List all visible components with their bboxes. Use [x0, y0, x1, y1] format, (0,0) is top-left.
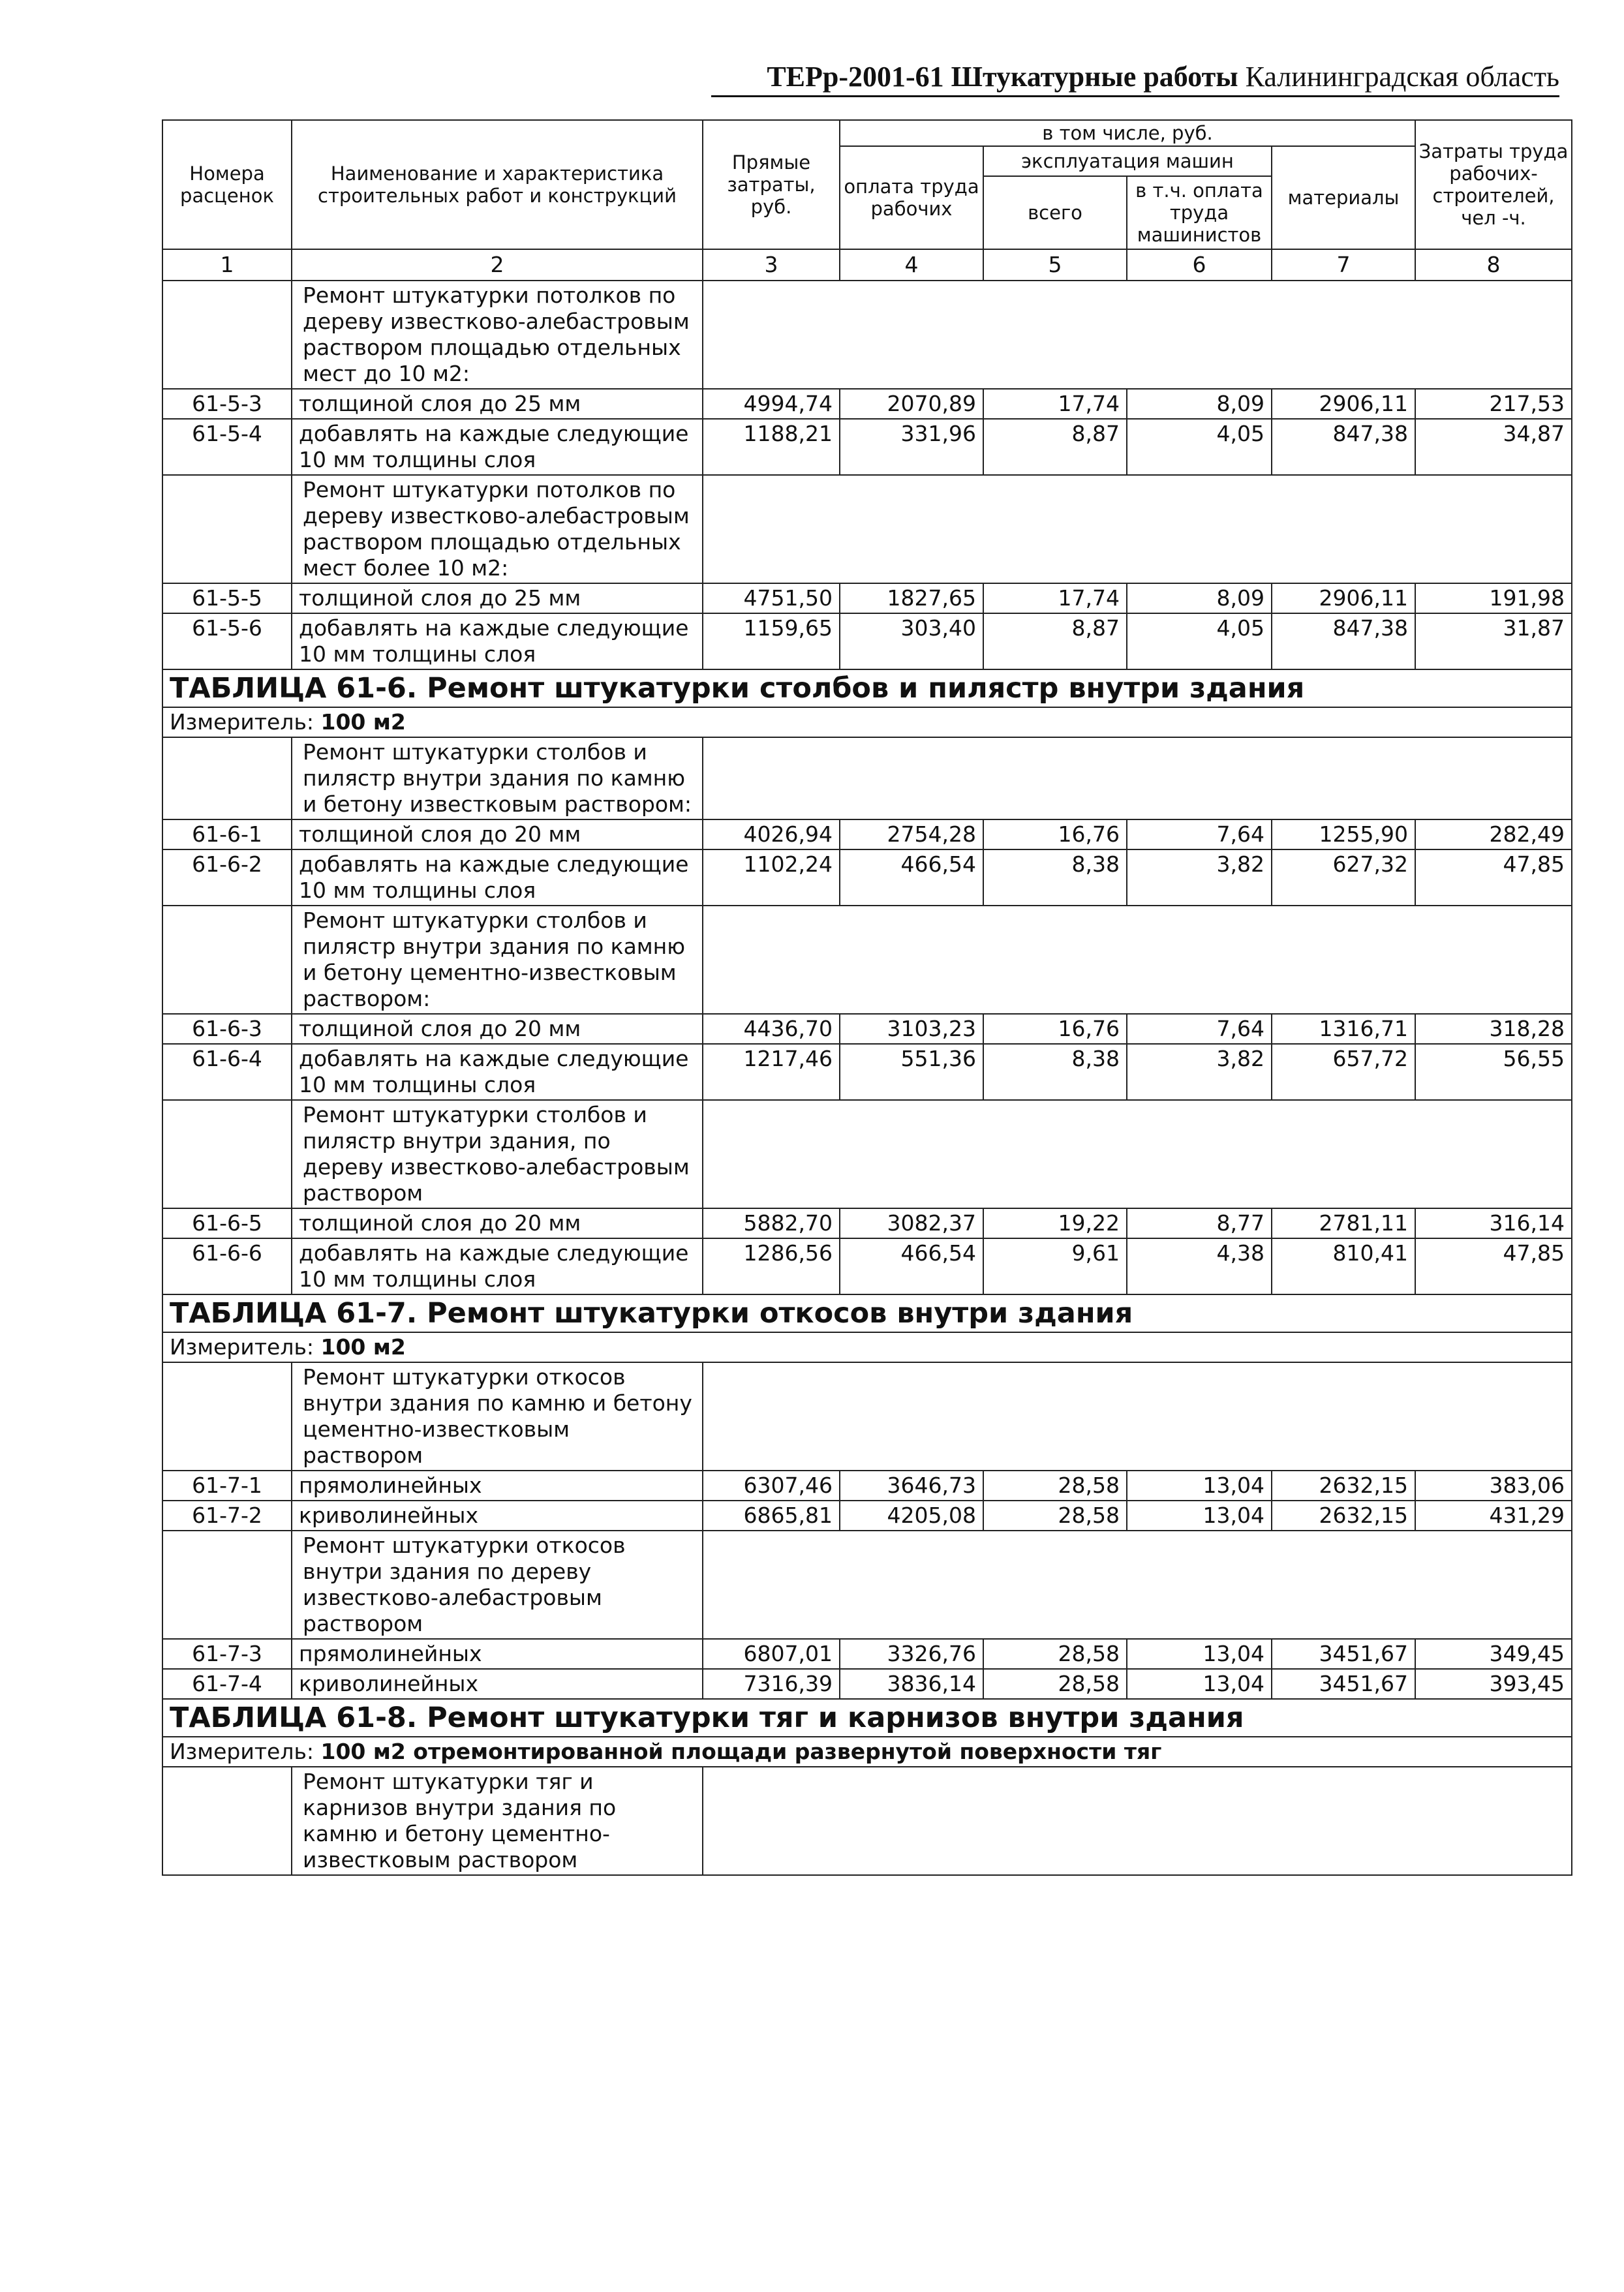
value-materials: 2632,15: [1272, 1471, 1415, 1501]
header-including: в том числе, руб.: [840, 120, 1415, 146]
empty-cell: [162, 281, 292, 389]
work-name: прямолинейных: [292, 1639, 703, 1669]
header-machinists-pay: в т.ч. оплата труда машинистов: [1127, 176, 1272, 249]
col-number: 4: [840, 249, 983, 281]
value-materials: 1255,90: [1272, 819, 1415, 849]
value-workers: 551,36: [840, 1044, 983, 1100]
col-number: 6: [1127, 249, 1272, 281]
header-labor-title: Затраты труда рабочих-строителей,: [1418, 140, 1569, 207]
meter-row: [162, 1737, 1572, 1767]
value-machinists: 13,04: [1127, 1501, 1272, 1531]
value-direct: 6807,01: [703, 1639, 840, 1669]
column-numbers-row: [162, 249, 1572, 281]
value-labor: 56,55: [1415, 1044, 1572, 1100]
table-row: [162, 1669, 1572, 1699]
header-codes: Номера расценок: [162, 120, 292, 249]
value-materials: 657,72: [1272, 1044, 1415, 1100]
group-description: Ремонт штукатурки откосов внутри здания по дереву известково-алебастровым раствором: [292, 1531, 703, 1639]
value-machines: 16,76: [983, 819, 1127, 849]
work-name: толщиной слоя до 20 мм: [292, 819, 703, 849]
work-name: добавлять на каждые следующие 10 мм толщины слоя: [292, 419, 703, 475]
empty-cell: [703, 1767, 1572, 1875]
meter-label: Измеритель:: [170, 1739, 321, 1764]
empty-cell: [162, 906, 292, 1014]
work-name: добавлять на каждые следующие 10 мм толщины слоя: [292, 849, 703, 906]
rate-code: 61-6-3: [162, 1014, 292, 1044]
group-intro-row: [162, 906, 1572, 1014]
value-materials: 2906,11: [1272, 389, 1415, 419]
value-machinists: 13,04: [1127, 1471, 1272, 1501]
section-title-row: [162, 1294, 1572, 1332]
group-intro-row: [162, 1362, 1572, 1471]
value-machines: 16,76: [983, 1014, 1127, 1044]
value-labor: 191,98: [1415, 583, 1572, 613]
value-direct: 1286,56: [703, 1238, 840, 1294]
col-number: 2: [292, 249, 703, 281]
region-name: Калининградская область: [1245, 61, 1559, 93]
value-workers: 4205,08: [840, 1501, 983, 1531]
value-direct: 4026,94: [703, 819, 840, 849]
rate-code: 61-6-1: [162, 819, 292, 849]
value-workers: 466,54: [840, 849, 983, 906]
value-workers: 303,40: [840, 613, 983, 669]
meter-label: Измеритель:: [170, 709, 321, 735]
section-title-row: [162, 669, 1572, 707]
empty-cell: [703, 1362, 1572, 1471]
empty-cell: [703, 1100, 1572, 1208]
value-materials: 627,32: [1272, 849, 1415, 906]
empty-cell: [162, 1531, 292, 1639]
header-labor-unit: чел -ч.: [1461, 207, 1526, 229]
group-description: Ремонт штукатурки потолков по дереву известково-алебастровым раствором площадью отдельных мест более 10 м2:: [292, 475, 703, 583]
value-workers: 3082,37: [840, 1208, 983, 1238]
value-machines: 8,87: [983, 419, 1127, 475]
value-labor: 31,87: [1415, 613, 1572, 669]
table-row: [162, 1208, 1572, 1238]
group-intro-row: [162, 1100, 1572, 1208]
value-machines: 19,22: [983, 1208, 1127, 1238]
value-labor: 217,53: [1415, 389, 1572, 419]
meter-row: [162, 1332, 1572, 1362]
meter-label: Измеритель:: [170, 1334, 321, 1360]
value-machinists: 4,38: [1127, 1238, 1272, 1294]
value-materials: 3451,67: [1272, 1669, 1415, 1699]
empty-cell: [703, 906, 1572, 1014]
value-machines: 28,58: [983, 1471, 1127, 1501]
group-description: Ремонт штукатурки столбов и пилястр внутри здания по камню и бетону цементно-известковым раствором:: [292, 906, 703, 1014]
work-name: добавлять на каждые следующие 10 мм толщины слоя: [292, 1044, 703, 1100]
work-name: добавлять на каждые следующие 10 мм толщины слоя: [292, 613, 703, 669]
table-row: [162, 419, 1572, 475]
empty-cell: [703, 1531, 1572, 1639]
value-direct: 5882,70: [703, 1208, 840, 1238]
header-direct-costs: Прямые затраты, руб.: [703, 120, 840, 249]
value-machinists: 3,82: [1127, 1044, 1272, 1100]
empty-cell: [162, 737, 292, 819]
work-name: прямолинейных: [292, 1471, 703, 1501]
document-code-title: ТЕРр-2001-61 Штукатурные работы: [767, 61, 1238, 93]
rate-code: 61-5-3: [162, 389, 292, 419]
empty-cell: [703, 737, 1572, 819]
empty-cell: [703, 281, 1572, 389]
value-labor: 393,45: [1415, 1669, 1572, 1699]
value-labor: 349,45: [1415, 1639, 1572, 1669]
work-name: толщиной слоя до 20 мм: [292, 1208, 703, 1238]
value-labor: 318,28: [1415, 1014, 1572, 1044]
group-description: Ремонт штукатурки потолков по дереву известково-алебастровым раствором площадью отдельных мест до 10 м2:: [292, 281, 703, 389]
rate-code: 61-7-4: [162, 1669, 292, 1699]
value-materials: 847,38: [1272, 419, 1415, 475]
value-labor: 431,29: [1415, 1501, 1572, 1531]
value-machines: 9,61: [983, 1238, 1127, 1294]
value-direct: 6307,46: [703, 1471, 840, 1501]
work-name: толщиной слоя до 20 мм: [292, 1014, 703, 1044]
section-title: ТАБЛИЦА 61-7. Ремонт штукатурки откосов внутри здания: [170, 1297, 1133, 1330]
group-intro-row: [162, 1767, 1572, 1875]
meter-row: [162, 707, 1572, 737]
value-materials: 847,38: [1272, 613, 1415, 669]
value-machines: 28,58: [983, 1501, 1127, 1531]
value-machines: 8,38: [983, 849, 1127, 906]
value-machines: 17,74: [983, 583, 1127, 613]
rate-code: 61-5-5: [162, 583, 292, 613]
work-name: добавлять на каждые следующие 10 мм толщины слоя: [292, 1238, 703, 1294]
col-number: 3: [703, 249, 840, 281]
value-materials: 2906,11: [1272, 583, 1415, 613]
header-workers-pay: оплата труда рабочих: [840, 146, 983, 249]
col-number: 1: [162, 249, 292, 281]
rate-code: 61-5-6: [162, 613, 292, 669]
value-labor: 383,06: [1415, 1471, 1572, 1501]
rate-code: 61-7-2: [162, 1501, 292, 1531]
rate-code: 61-6-5: [162, 1208, 292, 1238]
value-machinists: 3,82: [1127, 849, 1272, 906]
value-machinists: 7,64: [1127, 819, 1272, 849]
section-title-row: [162, 1699, 1572, 1737]
value-direct: 7316,39: [703, 1669, 840, 1699]
rate-code: 61-5-4: [162, 419, 292, 475]
rate-code: 61-6-6: [162, 1238, 292, 1294]
value-machinists: 8,09: [1127, 583, 1272, 613]
empty-cell: [703, 475, 1572, 583]
value-direct: 1217,46: [703, 1044, 840, 1100]
table-row: [162, 1639, 1572, 1669]
value-workers: 466,54: [840, 1238, 983, 1294]
section-title: ТАБЛИЦА 61-6. Ремонт штукатурки столбов и пилястр внутри здания: [170, 672, 1305, 705]
empty-cell: [162, 1767, 292, 1875]
value-labor: 34,87: [1415, 419, 1572, 475]
value-direct: 1188,21: [703, 419, 840, 475]
value-workers: 2070,89: [840, 389, 983, 419]
rate-code: 61-6-2: [162, 849, 292, 906]
value-direct: 1159,65: [703, 613, 840, 669]
value-machines: 8,38: [983, 1044, 1127, 1100]
col-number: 8: [1415, 249, 1572, 281]
work-name: толщиной слоя до 25 мм: [292, 389, 703, 419]
value-machinists: 7,64: [1127, 1014, 1272, 1044]
value-machinists: 13,04: [1127, 1669, 1272, 1699]
work-name: толщиной слоя до 25 мм: [292, 583, 703, 613]
work-name: криволинейных: [292, 1501, 703, 1531]
value-materials: 810,41: [1272, 1238, 1415, 1294]
value-machinists: 8,77: [1127, 1208, 1272, 1238]
value-direct: 6865,81: [703, 1501, 840, 1531]
table-body: [162, 281, 1572, 1875]
value-workers: 1827,65: [840, 583, 983, 613]
section-title: ТАБЛИЦА 61-8. Ремонт штукатурки тяг и карнизов внутри здания: [170, 1702, 1244, 1734]
value-workers: 3836,14: [840, 1669, 983, 1699]
value-direct: 4436,70: [703, 1014, 840, 1044]
meter-value: 100 м2: [320, 709, 406, 735]
price-table: [162, 119, 1572, 1876]
value-workers: 3103,23: [840, 1014, 983, 1044]
rate-code: 61-7-3: [162, 1639, 292, 1669]
value-direct: 1102,24: [703, 849, 840, 906]
table-row: [162, 819, 1572, 849]
group-intro-row: [162, 281, 1572, 389]
value-workers: 2754,28: [840, 819, 983, 849]
header-machines: эксплуатация машин: [983, 146, 1272, 176]
meter-value: 100 м2 отремонтированной площади развернутой поверхности тяг: [320, 1739, 1162, 1764]
value-machinists: 8,09: [1127, 389, 1272, 419]
header-name: Наименование и характеристика строительных работ и конструкций: [292, 120, 703, 249]
value-machines: 17,74: [983, 389, 1127, 419]
value-machines: 28,58: [983, 1669, 1127, 1699]
table-row: [162, 613, 1572, 669]
empty-cell: [162, 1100, 292, 1208]
value-labor: 316,14: [1415, 1208, 1572, 1238]
group-description: Ремонт штукатурки тяг и карнизов внутри здания по камню и бетону цементно-известковым раствором: [292, 1767, 703, 1875]
table-row: [162, 849, 1572, 906]
value-machines: 28,58: [983, 1639, 1127, 1669]
table-row: [162, 389, 1572, 419]
value-direct: 4994,74: [703, 389, 840, 419]
empty-cell: [162, 1362, 292, 1471]
work-name: криволинейных: [292, 1669, 703, 1699]
value-workers: 3646,73: [840, 1471, 983, 1501]
rate-code: 61-7-1: [162, 1471, 292, 1501]
col-number: 5: [983, 249, 1127, 281]
value-machinists: 13,04: [1127, 1639, 1272, 1669]
group-description: Ремонт штукатурки столбов и пилястр внутри здания по камню и бетону известковым раствором:: [292, 737, 703, 819]
value-materials: 2781,11: [1272, 1208, 1415, 1238]
header-materials: материалы: [1272, 146, 1415, 249]
group-intro-row: [162, 475, 1572, 583]
value-materials: 3451,67: [1272, 1639, 1415, 1669]
meter-value: 100 м2: [320, 1334, 406, 1360]
value-machinists: 4,05: [1127, 613, 1272, 669]
group-description: Ремонт штукатурки столбов и пилястр внутри здания, по дереву известково-алебастровым раствором: [292, 1100, 703, 1208]
page-header: [711, 60, 1559, 97]
group-intro-row: [162, 1531, 1572, 1639]
table-row: [162, 1044, 1572, 1100]
table-row: [162, 1238, 1572, 1294]
value-labor: 47,85: [1415, 849, 1572, 906]
value-labor: 282,49: [1415, 819, 1572, 849]
table-row: [162, 1501, 1572, 1531]
value-materials: 1316,71: [1272, 1014, 1415, 1044]
header-machines-total: всего: [983, 176, 1127, 249]
value-machinists: 4,05: [1127, 419, 1272, 475]
table-row: [162, 1471, 1572, 1501]
table-row: [162, 1014, 1572, 1044]
empty-cell: [162, 475, 292, 583]
value-workers: 331,96: [840, 419, 983, 475]
value-workers: 3326,76: [840, 1639, 983, 1669]
header-labor: [1415, 120, 1572, 249]
group-description: Ремонт штукатурки откосов внутри здания по камню и бетону цементно-известковым раствором: [292, 1362, 703, 1471]
rate-code: 61-6-4: [162, 1044, 292, 1100]
group-intro-row: [162, 737, 1572, 819]
value-materials: 2632,15: [1272, 1501, 1415, 1531]
value-labor: 47,85: [1415, 1238, 1572, 1294]
col-number: 7: [1272, 249, 1415, 281]
value-machines: 8,87: [983, 613, 1127, 669]
value-direct: 4751,50: [703, 583, 840, 613]
table-row: [162, 583, 1572, 613]
